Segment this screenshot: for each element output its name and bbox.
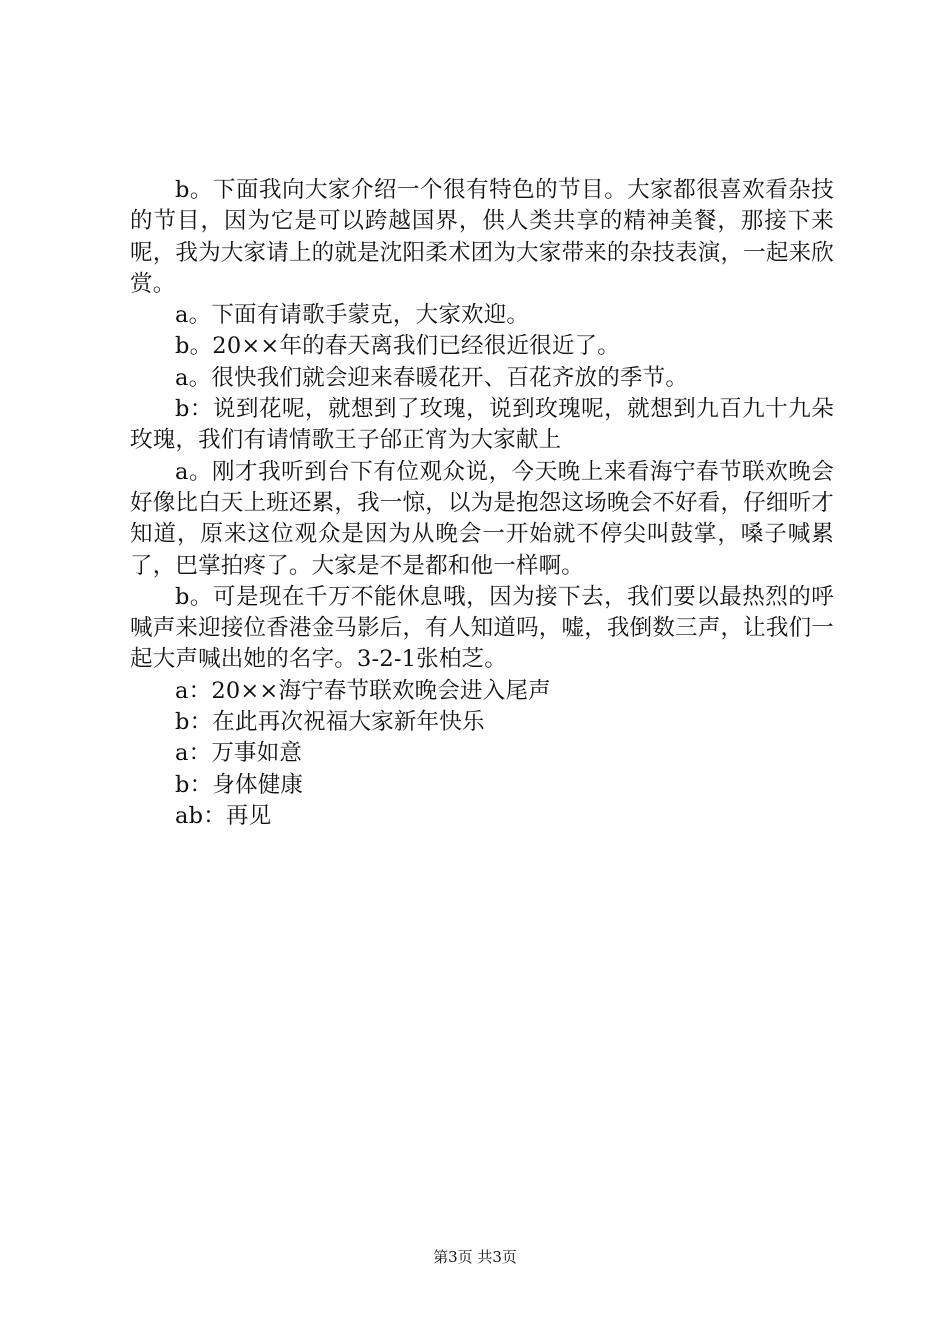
- script-paragraph: b：在此再次祝福大家新年快乐: [175, 709, 485, 736]
- script-paragraph: a。下面有请歌手蒙克，大家欢迎。: [175, 302, 530, 329]
- page-number-footer: 第3页 共3页: [433, 1248, 517, 1266]
- script-paragraph: b：说到花呢，就想到了玫瑰，说到玫瑰呢，就想到九百九十九朵玫瑰，我们有请情歌王子邰正宵为大家献上: [130, 396, 834, 454]
- document-body: [130, 175, 834, 832]
- script-paragraph: b。可是现在千万不能休息哦，因为接下去，我们要以最热烈的呼喊声来迎接位香港金马影后，有人知道吗，嘘，我倒数三声，让我们一起大声喊出她的名字。3-2-1张柏芝。: [130, 583, 834, 673]
- script-paragraph: ab：再见: [175, 802, 272, 829]
- script-paragraph: a。刚才我听到台下有位观众说，今天晚上来看海宁春节联欢晚会好像比白天上班还累，我一惊，以为是抱怨这场晚会不好看，仔细听才知道，原来这位观众是因为从晚会一开始就不停尖叫鼓掌，嗓子喊累了，巴掌拍疼了。大家是不是都和他一样啊。: [130, 458, 834, 579]
- script-paragraph: b。下面我向大家介绍一个很有特色的节目。大家都很喜欢看杂技的节目，因为它是可以跨越国界，供人类共享的精神美餐，那接下来呢，我为大家请上的就是沈阳柔术团为大家带来的杂技表演，一起来欣赏。: [130, 177, 834, 297]
- script-paragraph: a：20××海宁春节联欢晚会进入尾声: [175, 677, 551, 704]
- script-paragraph: a：万事如意: [175, 740, 303, 767]
- script-paragraph: a。很快我们就会迎来春暖花开、百花齐放的季节。: [175, 364, 689, 391]
- script-paragraph: b：身体健康: [175, 771, 304, 798]
- script-paragraph: b。20××年的春天离我们已经很近很近了。: [175, 333, 620, 360]
